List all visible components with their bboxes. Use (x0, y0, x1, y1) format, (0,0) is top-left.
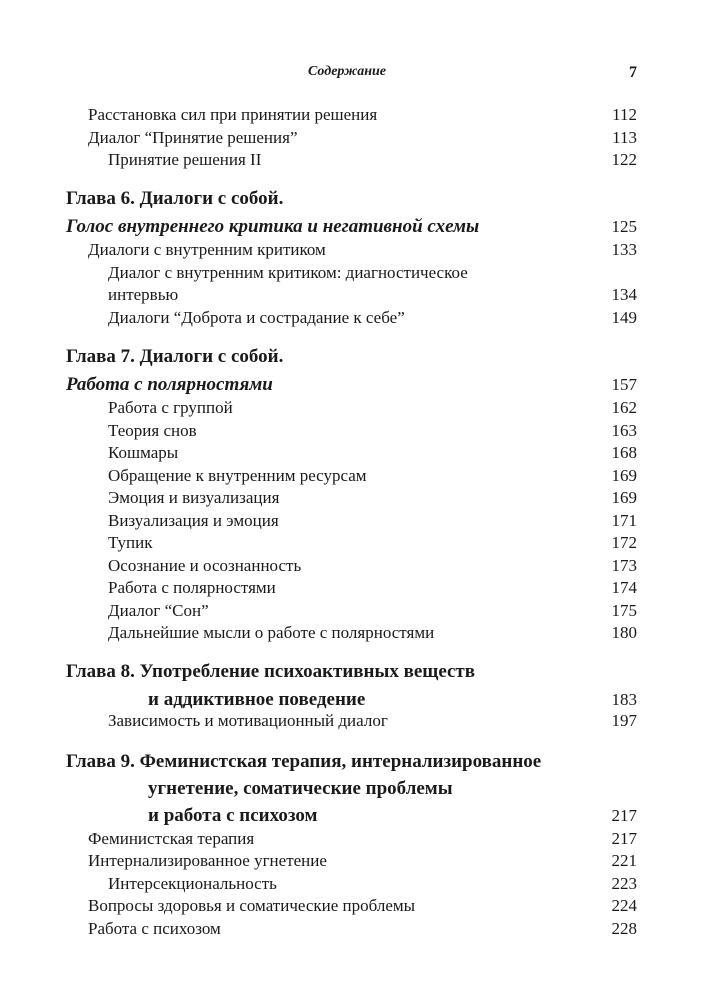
toc-entry-title: Работа с полярностями (108, 578, 276, 597)
chapter-title: Глава 7. Диалоги с собой. (66, 346, 284, 367)
toc-entry-page: 224 (611, 896, 637, 915)
toc-entry-page: 133 (611, 240, 637, 259)
toc-entry-title: Работа с психозом (88, 919, 221, 938)
toc-entry-title: Диалог “Сон” (108, 601, 209, 620)
toc-entry (0, 262, 703, 284)
toc-entry-title: интервью (108, 285, 179, 304)
toc-entry-page: 175 (611, 601, 637, 620)
toc-entry-page: 122 (611, 150, 637, 169)
chapter-title-continuation: и аддиктивное поведение (148, 689, 366, 710)
chapter-page: 183 (611, 690, 637, 709)
toc-entry-title: Диалоги с внутренним критиком (88, 240, 326, 259)
toc-entry-page: 162 (611, 398, 637, 417)
chapter-subtitle: Голос внутреннего критика и негативной схемы (66, 216, 480, 237)
running-head (0, 64, 703, 84)
toc-entry-title: Феминистская терапия (88, 829, 255, 848)
toc-entry-page: 228 (611, 919, 637, 938)
toc-entry-title: Обращение к внутренним ресурсам (108, 466, 367, 485)
chapter-page: 217 (611, 806, 637, 825)
chapter-title: Глава 9. Феминистская терапия, интернализированное (66, 751, 542, 772)
toc-entry (0, 710, 703, 732)
toc-entry-title: Диалоги “Доброта и сострадание к себе” (108, 308, 405, 327)
toc-entry-page: 169 (611, 488, 637, 507)
toc-entry (0, 600, 703, 622)
chapter-title: Глава 6. Диалоги с собой. (66, 188, 284, 209)
toc-entry-page: 223 (611, 874, 637, 893)
toc-entry (0, 622, 703, 644)
toc-entry (0, 895, 703, 917)
toc-entry (0, 487, 703, 509)
toc-entry-title: Тупик (108, 533, 153, 552)
chapter-title-continuation: угнетение, соматические проблемы (148, 778, 453, 799)
toc-entry-title: Работа с группой (108, 398, 233, 417)
chapter-title: Глава 8. Употребление психоактивных веществ (66, 661, 476, 682)
toc-entry-page: 197 (611, 711, 637, 730)
toc-entry-title: Интерсекциональность (108, 874, 277, 893)
toc-entry-title: Дальнейшие мысли о работе с полярностями (108, 623, 435, 642)
page-number: 7 (629, 64, 637, 81)
toc-entry-page: 169 (611, 466, 637, 485)
toc-entry-page: 171 (611, 511, 637, 530)
toc-entry-page: 163 (611, 421, 637, 440)
toc-entry-title: Зависимость и мотивационный диалог (108, 711, 388, 730)
toc-entry-page: 174 (611, 578, 637, 597)
toc-entry (0, 239, 703, 261)
toc-entry-page: 173 (611, 556, 637, 575)
toc-entry (0, 577, 703, 599)
toc-entry-title: Кошмары (108, 443, 179, 462)
toc-entry-page: 113 (612, 128, 637, 147)
toc-entry-title: Визуализация и эмоция (108, 511, 279, 530)
toc-entry (0, 284, 703, 306)
toc-entry-title: Диалог с внутренним критиком: диагностическое (108, 263, 468, 282)
chapter-page: 125 (611, 217, 637, 236)
toc-entry-title: Теория снов (108, 421, 197, 440)
toc-entry (0, 873, 703, 895)
toc-entry-title: Расстановка сил при принятии решения (88, 105, 378, 124)
toc-entry (0, 104, 703, 126)
toc-entry-title: Диалог “Принятие решения” (88, 128, 298, 147)
toc-entry-page: 168 (611, 443, 637, 462)
toc-entry-page: 217 (611, 829, 637, 848)
toc-entry-title: Эмоция и визуализация (108, 488, 280, 507)
toc-entry (0, 127, 703, 149)
toc-entry (0, 149, 703, 171)
toc-entry (0, 420, 703, 442)
toc-entry-page: 180 (611, 623, 637, 642)
toc-entry-page: 112 (612, 105, 637, 124)
running-head-title: Содержание (308, 64, 386, 79)
toc-entry-title: Принятие решения II (108, 150, 262, 169)
toc-entry-page: 221 (611, 851, 637, 870)
toc-entry-page: 172 (611, 533, 637, 552)
toc-entry (0, 532, 703, 554)
toc-entry (0, 918, 703, 940)
chapter-subtitle: Работа с полярностями (66, 374, 273, 395)
toc-entry (0, 442, 703, 464)
toc-entry-page: 149 (611, 308, 637, 327)
toc-entry (0, 828, 703, 850)
toc-entry-page: 134 (611, 285, 637, 304)
toc-entry (0, 510, 703, 532)
chapter-title-continuation: и работа с психозом (148, 805, 318, 826)
toc-entry (0, 465, 703, 487)
toc-entry-title: Осознание и осознанность (108, 556, 302, 575)
toc-entry-title: Вопросы здоровья и соматические проблемы (88, 896, 416, 915)
toc-entry (0, 397, 703, 419)
toc-entry (0, 307, 703, 329)
chapter-page: 157 (611, 375, 637, 394)
toc-entry (0, 850, 703, 872)
toc-entry (0, 555, 703, 577)
toc-entry-title: Интернализированное угнетение (88, 851, 327, 870)
